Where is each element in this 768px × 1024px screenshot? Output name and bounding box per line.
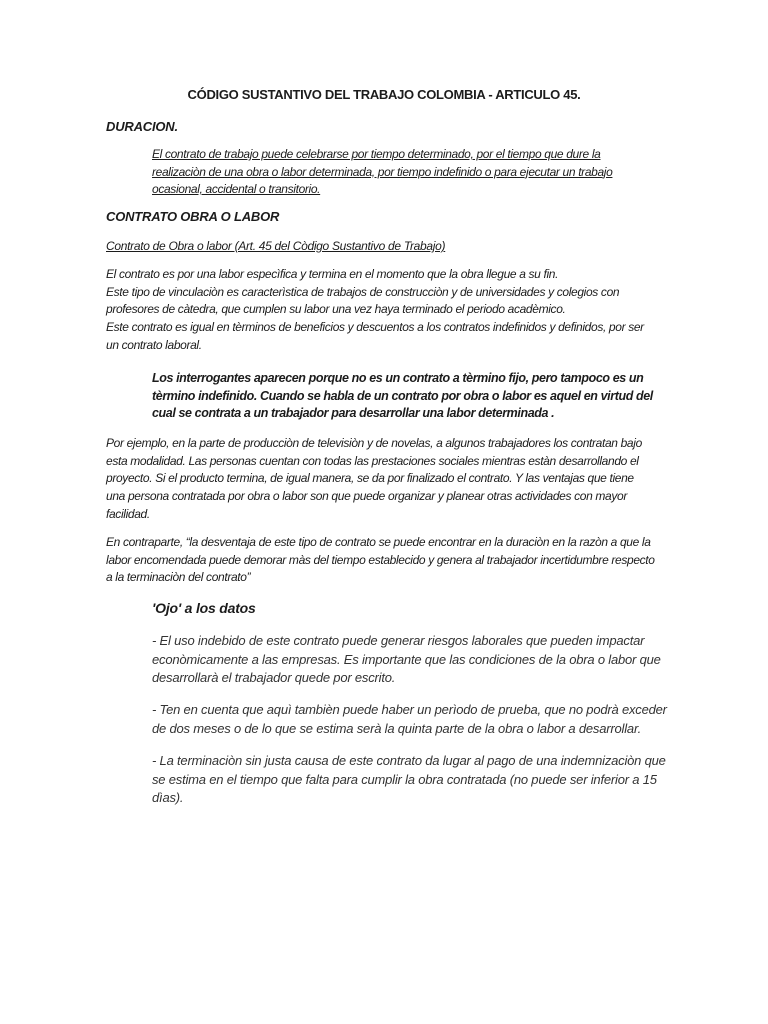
page-title: CÓDIGO SUSTANTIVO DEL TRABAJO COLOMBIA - ARTICULO 45. [187,87,581,102]
duracion-quote-line: realizaciòn de una obra o labor determinada, por tiempo indefinido o para ejecutar un trabajo [152,164,613,179]
paragraph-line: En contraparte, “la desventaja de este tipo de contrato se puede encontrar en la duraciòn en la razòn a que la [106,535,651,549]
paragraph-line: profesores de càtedra, que cumplen su labor una vez haya terminado el periodo acadèmico. [106,302,566,317]
paragraph-line: una persona contratada por obra o labor son que puede organizar y planear otras actividades con mayor [106,489,628,504]
paragraph-definition [106,266,662,355]
paragraph-line: Por ejemplo, en la parte de producciòn de televisiòn y de novelas, a algunos trabajadores los contratan bajo [106,436,642,450]
paragraph-line: Este contrato es igual en tèrminos de beneficios y descuentos a los contratos indefinidos y definidos, por ser [106,320,644,335]
paragraph-line: labor encomendada puede demorar màs del tiempo establecido y genera al trabajador incertidumbre respecto [106,552,655,567]
ojo-item-line: desarrollarà el trabajador quede por escrito. [152,670,396,685]
duracion-quote [152,146,632,199]
ojo-item-line: - Ten en cuenta que aquì tambièn puede haber un perìodo de prueba, que no podrà exceder [152,702,667,717]
paragraph-line: facilidad. [106,506,150,521]
paragraph-line: Este tipo de vinculaciòn es caracterìstica de trabajos de construcciòn y de universidades y colegios con [106,284,620,299]
ojo-section-title: 'Ojo' a los datos [152,600,256,616]
paragraph-line: El contrato es por una labor especìfica y termina en el momento que la obra llegue a su fin. [106,267,559,281]
paragraph-line: a la terminaciòn del contrato” [106,570,251,585]
ojo-list-item [152,632,672,688]
article-reference: Contrato de Obra o labor (Art. 45 del Còdigo Sustantivo de Trabajo) [106,239,446,253]
ojo-item-line: - La terminaciòn sin justa causa de este contrato da lugar al pago de una indemnizaciòn que [152,753,666,768]
highlight-quote [152,370,652,423]
highlight-quote-line: tèrmino indefinido. Cuando se habla de un contrato por obra o labor es aquel en virtud del [152,388,653,403]
section-heading-duracion: DURACION. [106,119,178,134]
ojo-item-line: de dos meses o de lo que se estima serà la quinta parte de la obra o labor a desarrollar. [152,720,642,736]
highlight-quote-line: Los interrogantes aparecen porque no es un contrato a tèrmino fijo, pero tampoco es un [152,371,644,385]
section-heading-obra-labor: CONTRATO OBRA O LABOR [106,209,280,224]
paragraph-line: esta modalidad. Las personas cuentan con todas las prestaciones sociales mientras estàn desarrollando el [106,453,639,468]
ojo-item-line: - El uso indebido de este contrato puede generar riesgos laborales que pueden impactar [152,633,645,648]
highlight-quote-line: cual se contrata a un trabajador para desarrollar una labor determinada . [152,406,555,420]
paragraph-line: un contrato laboral. [106,337,202,352]
ojo-list-item [152,701,672,738]
paragraph-example [106,435,662,524]
ojo-item-line: se estima en el tiempo que falta para cumplir la obra contratada (no puede ser inferior a 15 [152,771,657,787]
paragraph-disadvantage [106,534,662,587]
ojo-item-line: dìas). [152,790,184,805]
ojo-item-line: econòmicamente a las empresas. Es importante que las condiciones de la obra o labor que [152,651,661,667]
duracion-quote-line: El contrato de trabajo puede celebrarse por tiempo determinado, por el tiempo que dure la [152,147,601,161]
ojo-list-item [152,752,672,808]
duracion-quote-line: ocasional, accidental o transitorio. [152,182,321,196]
paragraph-line: proyecto. Si el producto termina, de igual manera, se da por finalizado el contrato. Y las ventajas que tiene [106,471,634,486]
